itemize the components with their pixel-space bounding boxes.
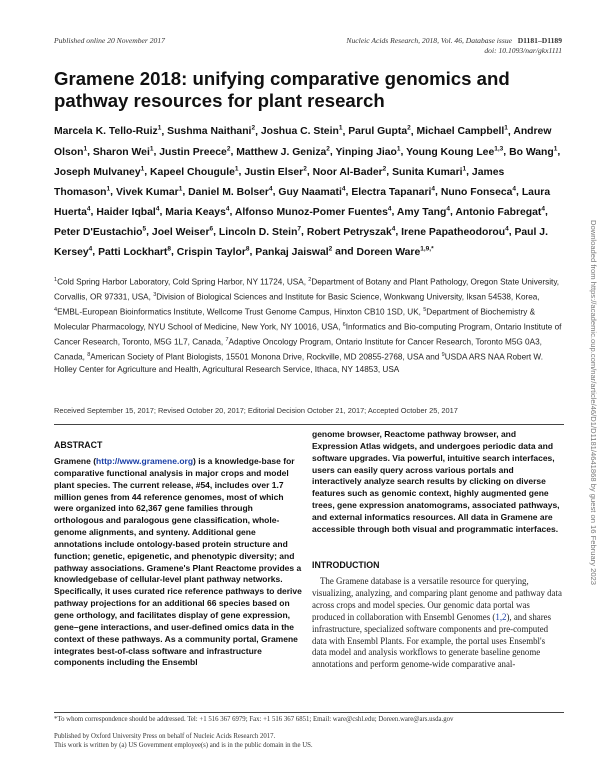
author-affiliation-marker: 1 [504, 125, 508, 132]
journal-citation: Nucleic Acids Research, 2018, Vol. 46, Database issue [346, 36, 512, 45]
author: Bo Wang$^1$ [509, 145, 558, 158]
author-affiliation-marker: 5 [142, 225, 147, 233]
affiliation: Department of Biochemistry & Molecular Pharmacology, NYU School of Medicine, New York, NY 10016, USA, [54, 307, 536, 332]
author-affiliation-marker: 4 [155, 205, 160, 213]
affiliation: Informatics and Bio-computing Program, Ontario Institute of Cancer Research, Toronto, M5G 1L7, Canada, [54, 322, 562, 347]
author-affiliation-marker: 4 [505, 225, 509, 233]
author: Paul J. Kersey$^4$ [54, 226, 548, 258]
author-affiliation-marker: 1 [106, 185, 111, 193]
author-affiliation-marker: 2 [328, 245, 333, 253]
author: Noor Al-Bader$^2$ [312, 165, 387, 178]
author: Laura Huerta$^4$ [54, 186, 551, 218]
author: Antonio Fabregat$^4$ [455, 205, 546, 218]
affiliation-marker: 6 [342, 322, 346, 329]
author-affiliation-marker: 2 [382, 165, 387, 173]
affiliation: Division of Biological Sciences and Institute for Basic Science, Wonkwang University, Iksan 54538, Korea, [156, 292, 540, 302]
author: Guy Naamati$^4$ [278, 185, 346, 198]
author: Haider Iqbal$^4$ [96, 205, 160, 218]
author-affiliation-marker: 4 [541, 205, 546, 213]
author: Justin Preece$^2$ [159, 145, 231, 158]
author: Young Koung Lee$^{1,3}$ [406, 145, 504, 158]
affiliation-marker: 3 [153, 292, 157, 299]
published-date: Published online 20 November 2017 [54, 36, 165, 45]
author: Marcela K. Tello-Ruiz$^1$ [54, 125, 162, 138]
author-affiliation-marker: 1,3 [494, 145, 504, 153]
affiliation-marker: 5 [423, 307, 427, 314]
page-range: D1181–D1189 [517, 36, 562, 45]
author-affiliation-marker: 4 [268, 185, 273, 193]
author-affiliation-marker: 8 [245, 245, 250, 253]
author: Joshua C. Stein$^1$ [260, 125, 343, 138]
gramene-link[interactable]: http://www.gramene.org [96, 456, 194, 466]
author-affiliation-marker: 1 [157, 125, 162, 132]
author-affiliation-marker: 8 [167, 245, 171, 253]
abstract-heading: ABSTRACT [54, 440, 103, 450]
author: Robert Petryszak$^4$ [306, 225, 396, 238]
author: Electra Tapanari$^4$ [351, 185, 436, 198]
author-affiliation-marker: 1 [553, 145, 558, 153]
author-affiliation-marker: 7 [297, 225, 302, 233]
received-dates: Received September 15, 2017; Revised October 20, 2017; Editorial Decision October 21, 2017; Accepted October 25, 2017 [54, 406, 458, 415]
author: Crispin Taylor$^8$ [176, 245, 250, 258]
author: Daniel M. Bolser$^4$ [188, 185, 273, 198]
author-affiliation-marker: 1 [338, 125, 343, 132]
footnote-divider [54, 712, 564, 713]
author: Irene Papatheodorou$^4$ [401, 225, 509, 238]
author-affiliation-marker: 4 [86, 205, 91, 213]
affiliation-marker: 2 [308, 277, 312, 283]
author: Parul Gupta$^2$ [348, 125, 411, 138]
affiliation-marker: 4 [54, 307, 58, 314]
author-affiliation-marker: 2 [407, 125, 411, 132]
author: Alfonso Munoz-Pomer Fuentes$^4$ [234, 205, 392, 218]
affiliation-marker: 8 [87, 352, 91, 359]
author: Sunita Kumari$^1$ [392, 165, 467, 178]
author: Justin Elser$^2$ [244, 165, 307, 178]
author: Michael Campbell$^1$ [416, 125, 508, 138]
author-affiliation-marker: 2 [226, 145, 231, 153]
author: Nuno Fonseca$^4$ [440, 185, 517, 198]
author: Kapeel Chougule$^1$ [150, 165, 239, 178]
author: Peter D'Eustachio$^5$ [54, 225, 147, 238]
affiliation: Adaptive Oncology Program, Ontario Institute for Cancer Research, Toronto M5G 0A3, Canada, [54, 337, 542, 362]
author-affiliation-marker: 2 [326, 145, 330, 153]
author-affiliation-marker: 2 [303, 165, 307, 173]
author-affiliation-marker: 1 [140, 165, 145, 173]
author: Matthew J. Geniza$^2$ [236, 145, 330, 158]
introduction-heading: INTRODUCTION [312, 560, 380, 570]
author-affiliation-marker: 4 [88, 245, 93, 253]
affiliations [54, 274, 566, 376]
affiliation: USDA ARS NAA Robert W. Holley Center for Agriculture and Health, Agricultural Research Service, Ithaca, NY 14853, USA [54, 352, 543, 375]
author-affiliation-marker: 1 [149, 145, 154, 153]
abstract-text: Gramene (http://www.gramene.org) is a knowledge-base for comparative functional analysis in major crops and model plant species. The current release, #54, includes over 1.7 million genes from 44 reference genomes, most of which were organized into 62,367 gene families through orthologous and paralogous gene classification, whole-genome alignments, and synteny. Additional gene annotations include ontology-based protein structure and function; genetic, epigenetic, and phenotypic diversity; and pathway associations. Gramene's Plant Reactome provides a knowledgebase of cellular-level plant pathway networks. Specifically, it uses curated rice reference pathways to derive pathway projections for an additional 66 species based on gene orthology, and facilitates display of gene expression, gene–gene interactions, and user-defined omics data in the context of these pathways. As a community portal, Gramene integrates best-of-class software and infrastructure components including the Ensembl [54, 456, 302, 668]
author-affiliation-marker: 1 [83, 145, 88, 153]
author: Patti Lockhart$^8$ [98, 245, 171, 258]
author: Sushma Naithani$^2$ [167, 125, 256, 138]
author-affiliation-marker: 6 [209, 225, 214, 233]
affiliation: Cold Spring Harbor Laboratory, Cold Spring Harbor, NY 11724, USA, [57, 277, 309, 287]
affiliation: EMBL-European Bioinformatics Institute, Wellcome Trust Genome Campus, Hinxton CB10 1SD, UK, [57, 307, 424, 317]
author-affiliation-marker: 4 [387, 205, 392, 213]
author: Joseph Mulvaney$^1$ [54, 165, 145, 178]
author-affiliation-marker: 4 [431, 185, 436, 193]
author: Lincoln D. Stein$^7$ [218, 225, 302, 238]
author-affiliation-marker: 1 [234, 165, 239, 173]
introduction-text: The Gramene database is a versatile resource for querying, visualizing, analyzing, and comparing plant genome and pathway data across crops and model species. Our genomic data portal was produced in collaboration with Ensembl Genomes (1,2), and shares infrastructure, specialized software components and pre-computed data with Ensembl Plants. For example, the portal uses Ensembl's data model and analysis workflows to generate baseline genome annotations and perform genome-wide comparative anal- [312, 576, 562, 670]
author: Pankaj Jaiswal$^2$ [255, 245, 333, 258]
affiliation: American Society of Plant Biologists, 15501 Monona Drive, Rockville, MD 20855-2768, USA and [90, 352, 442, 362]
article-title: Gramene 2018: unifying comparative genomics and pathway resources for plant research [54, 68, 510, 111]
abstract-continued: genome browser, Reactome pathway browser, and Expression Atlas widgets, and undergoes periodic data and software upgrades. Via powerful, intuitive search interfaces, users can easily query across various portals and interactively analyze search results by clicking on diverse features such as genomic context, highly augmented gene trees, gene expression anatomograms, associated pathways, and external informatics resources. All data in Gramene are accessible through both visual and programmatic interfaces. [312, 429, 560, 534]
author-affiliation-marker: 4 [225, 205, 230, 213]
author-affiliation-marker: 1 [462, 165, 467, 173]
author-affiliation-marker: 2 [251, 125, 256, 132]
author-affiliation-marker: 4 [341, 185, 346, 193]
public-domain-note: This work is written by (a) US Government employee(s) and is in the public domain in the US. [54, 742, 313, 749]
author-affiliation-marker: 1 [178, 185, 183, 193]
author: Doreen Ware$^{1,9,*}$ [356, 245, 434, 258]
publisher-note: Published by Oxford University Press on behalf of Nucleic Acids Research 2017. [54, 733, 276, 740]
author: Sharon Wei$^1$ [92, 145, 154, 158]
correspondence-footnote: *To whom correspondence should be addressed. Tel: +1 516 367 6979; Fax: +1 516 367 6851; Email: ware@cshl.edu; Doreen.ware@ars.usda.gov [54, 716, 454, 723]
author: James Thomason$^1$ [54, 166, 505, 198]
author: Amy Tang$^4$ [396, 205, 450, 218]
doi[interactable]: doi: 10.1093/nar/gkx1111 [484, 46, 562, 55]
affiliation-marker: 9 [441, 352, 445, 359]
author-list: Marcela K. Tello-Ruiz$^1$, Sushma Naithani$^2$, Joshua C. Stein$^1$, Parul Gupta$^2$, Michael Campbell$^1$, Andrew Olson$^1$, Sharon Wei$^1$, Justin Preece$^2$, Matthew J. Geniza$^2$, Yinping Jiao$^1$, Young Koung Lee$^{1,3}$, Bo Wang$^1$, Joseph Mulvaney$^1$, Kapeel Chougule$^1$, Justin Elser$^2$, Noor Al-Bader$^2$, Sunita Kumari$^1$, James Thomason$^1$, Vivek Kumar$^1$, Daniel M. Bolser$^4$, Guy Naamati$^4$, Electra Tapanari$^4$, Nuno Fonseca$^4$, Laura Huerta$^4$, Haider Iqbal$^4$, Maria Keays$^4$, Alfonso Munoz-Pomer Fuentes$^4$, Amy Tang$^4$, Antonio Fabregat$^4$, Peter D'Eustachio$^5$, Joel Weiser$^6$, Lincoln D. Stein$^7$, Robert Petryszak$^4$, Irene Papatheodorou$^4$, Paul J. Kersey$^4$, Patti Lockhart$^8$, Crispin Taylor$^8$, Pankaj Jaiswal$^2$ and Doreen Ware$^{1,9,*}$ [54, 125, 561, 258]
author: Andrew Olson$^1$ [54, 126, 552, 158]
affiliation-marker: 1 [54, 277, 58, 283]
download-watermark: Downloaded from https://academic.oup.com/nar/article/46/D1/D1181/4641868 by guest on 16 February 2023 [589, 220, 598, 586]
author-affiliation-marker: 4 [512, 185, 517, 193]
journal-info [286, 36, 562, 45]
author: Yinping Jiao$^1$ [335, 145, 401, 158]
author: Maria Keays$^4$ [165, 205, 230, 218]
author-affiliation-marker: 1 [396, 145, 401, 153]
author-affiliation-marker: 1,9,* [420, 245, 434, 253]
author: Vivek Kumar$^1$ [115, 185, 183, 198]
affiliation-marker: 7 [225, 337, 229, 344]
reference-link[interactable]: 1,2 [495, 611, 507, 622]
author-affiliation-marker: 4 [446, 205, 450, 213]
divider [54, 424, 564, 425]
author-affiliation-marker: 4 [391, 225, 396, 233]
author: Joel Weiser$^6$ [151, 225, 214, 238]
affiliation: Department of Botany and Plant Pathology, Oregon State University, Corvallis, OR 97331, USA, [54, 277, 560, 302]
